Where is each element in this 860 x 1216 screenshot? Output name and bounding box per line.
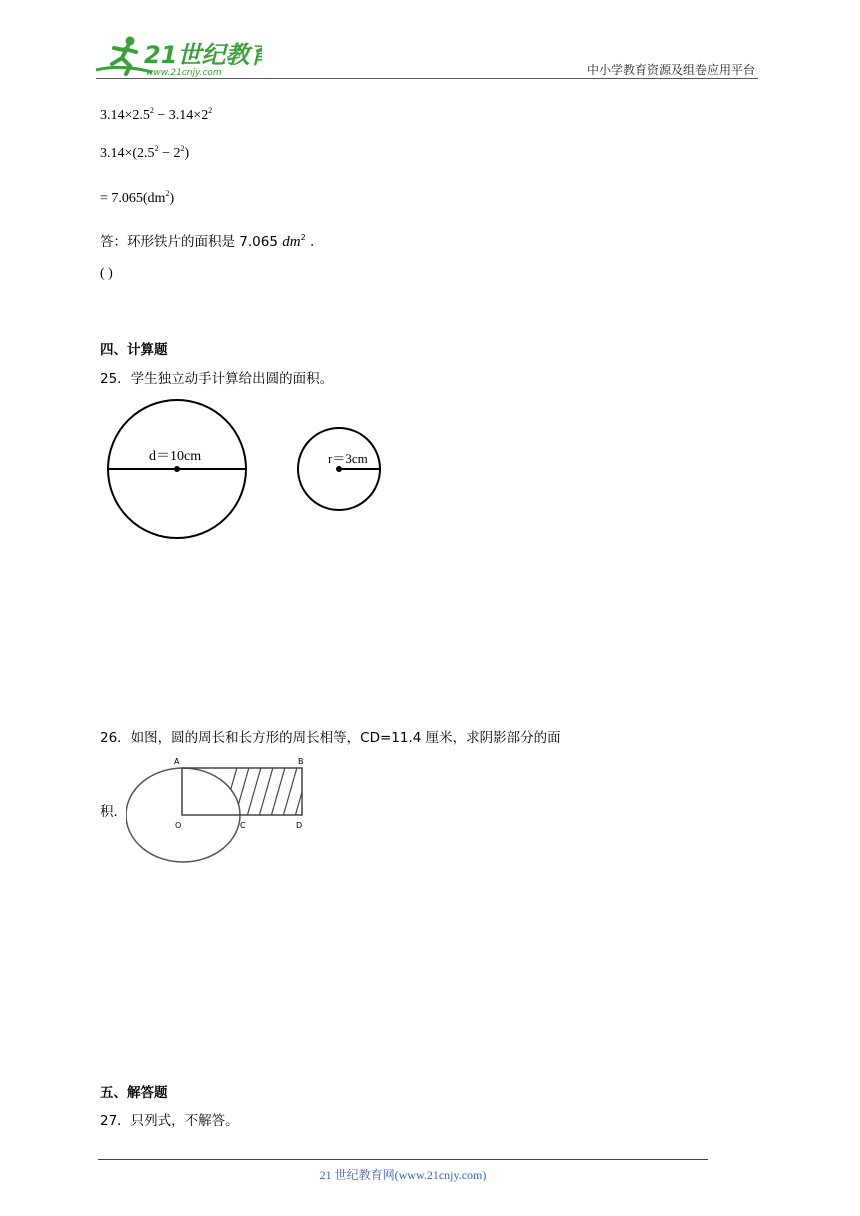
section-title-5: 五、解答题 [100,1085,168,1101]
logo [92,34,262,78]
center-dot [336,466,342,472]
question-26-continued: 积． [100,804,127,820]
diameter-label: d＝10cm [149,449,202,464]
question-26: 26．如图，圆的周长和长方形的周长相等，CD=11.4 厘米，求阴影部分的面 [100,730,561,746]
logo-url: www.21cnjy.com [146,68,222,78]
q25-circles-figure [100,395,400,545]
question-25: 25．学生独立动手计算给出圆的面积。 [100,371,334,387]
question-27: 27．只列式，不解答。 [100,1113,239,1129]
logo-text: 21世纪教育 [144,41,262,69]
label-d: D [296,821,303,830]
calc-line-3: = $7.065(dm^2)$ [100,189,175,206]
label-b: B [298,757,304,766]
label-c: C [240,821,246,830]
answer-line: 答：环形铁片的面积是 7.065 $dm^2$ . [100,233,315,250]
q26-figure [126,754,316,866]
site-name: 中小学教育资源及组卷应用平台 [586,63,755,77]
footer-text: 21 世纪教育网(www.21cnjy.com) [319,1168,487,1182]
label-a: A [174,757,180,766]
circle-radius-figure [298,428,380,510]
section-title-4: 四、计算题 [100,342,168,358]
answer-blank: ( ) [100,266,113,281]
center-dot [174,466,180,472]
header-divider [96,78,758,79]
calc-line-1: $3.14\times 2.5^2 - 3.14\times 2^2$ [100,106,213,123]
label-o: O [175,821,182,830]
calc-line-2: $3.14\times(2.5^2 - 2^2)$ [100,144,190,161]
circle-diameter-figure [108,400,246,538]
radius-label: r＝3cm [328,451,368,466]
footer-divider [98,1159,708,1160]
